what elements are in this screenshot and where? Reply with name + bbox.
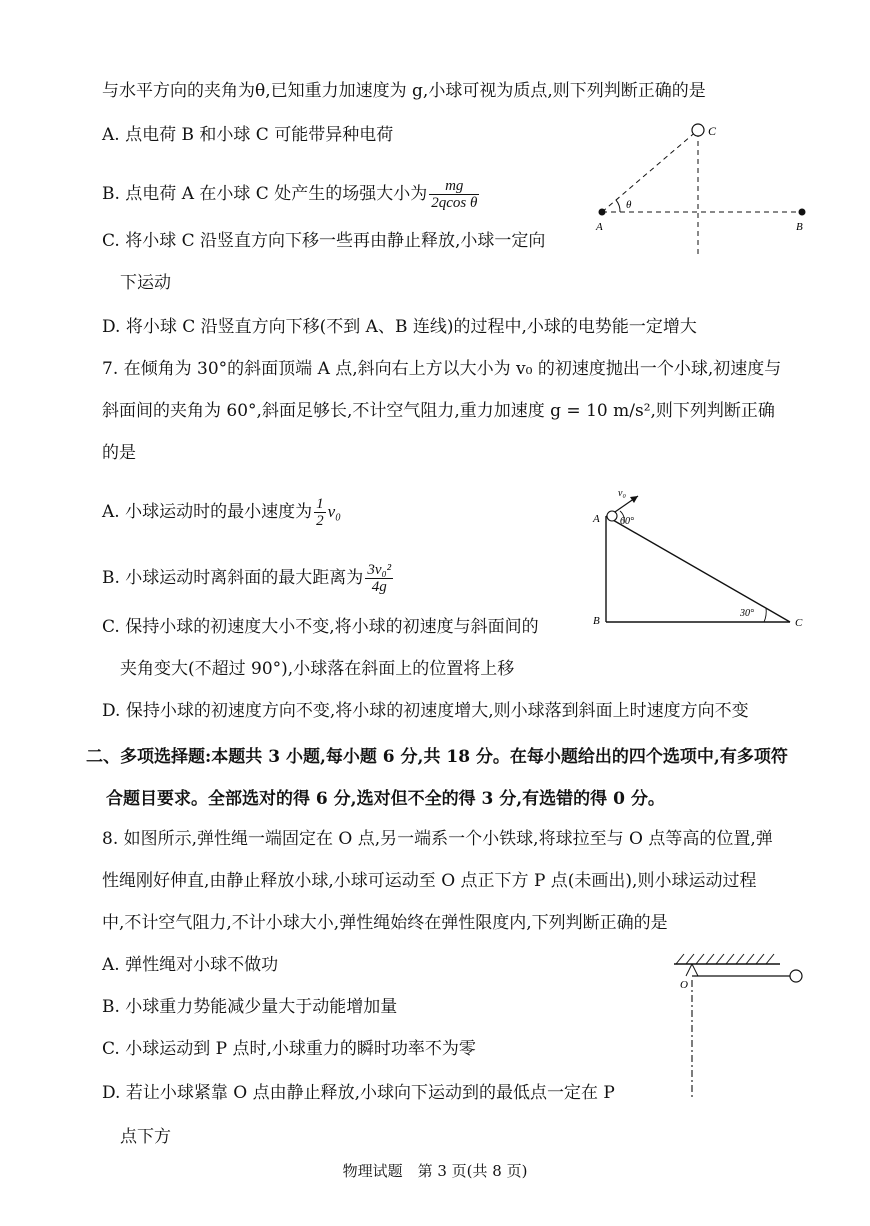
q6-label-b: B (796, 221, 803, 233)
q7-label-60: 60° (620, 516, 634, 527)
q7-option-c-line1: C. 保持小球的初速度大小不变,将小球的初速度与斜面间的 (102, 617, 539, 637)
q8-figure (670, 950, 820, 1100)
q7-option-a-fraction (314, 496, 326, 529)
q7-option-d: D. 保持小球的初速度方向不变,将小球的初速度增大,则小球落到斜面上时速度方向不变 (102, 701, 749, 721)
q6-option-c-line1: C. 将小球 C 沿竖直方向下移一些再由静止释放,小球一定向 (102, 231, 546, 251)
page-footer: 物理试题 第 3 页(共 8 页) (342, 1162, 528, 1180)
section2-header-line1: 二、多项选择题:本题共 3 小题,每小题 6 分,共 18 分。在每小题给出的四个选项中,有多项符 (86, 747, 788, 767)
q6-option-b-numerator: mg (429, 178, 479, 195)
q6-option-a: A. 点电荷 B 和小球 C 可能带异种电荷 (102, 125, 394, 145)
q8-label-o: O (680, 979, 688, 991)
q6-option-b-denominator: 2qcos θ (431, 195, 478, 211)
q8-option-c: C. 小球运动到 P 点时,小球重力的瞬时功率不为零 (102, 1039, 476, 1059)
q6-ball-c (692, 124, 704, 136)
q7-option-a-suffix: v₀ (327, 502, 342, 521)
q7-label-a: A (593, 513, 600, 525)
q8-option-a: A. 弹性绳对小球不做功 (102, 955, 279, 975)
q7-option-b-denominator: 4g (371, 579, 387, 595)
q7-label-30: 30° (740, 608, 754, 619)
q7-figure (590, 486, 810, 636)
q6-label-theta: θ (626, 199, 632, 211)
q7-label-v0: v₀ (618, 488, 626, 499)
q7-option-a-numerator: 1 (316, 496, 324, 512)
q7-label-c: C (795, 617, 803, 629)
q7-option-b-fraction (365, 562, 393, 595)
q7-stem-line1: 7. 在倾角为 30°的斜面顶端 A 点,斜向右上方以大小为 v₀ 的初速度抛出一个小球,初速度与 (102, 359, 782, 379)
q8-option-d-line2: 点下方 (120, 1127, 171, 1147)
q7-stem-line2: 斜面间的夹角为 60°,斜面足够长,不计空气阻力,重力加速度 g = 10 m/s²,则下列判断正确 (102, 401, 775, 421)
q6-label-a: A (596, 221, 603, 233)
q7-ball (607, 511, 617, 521)
q7-label-b: B (593, 615, 600, 627)
q6-figure (590, 120, 820, 260)
q8-stem-line2: 性绳刚好伸直,由静止释放小球,小球可运动至 O 点正下方 P 点(未画出),则小球运动过程 (102, 871, 757, 891)
q7-option-a (102, 496, 341, 529)
q6-option-c-line2: 下运动 (120, 273, 171, 293)
q6-option-b-text: B. 点电荷 A 在小球 C 处产生的场强大小为 (102, 184, 428, 204)
q6-option-b (102, 178, 481, 211)
q8-stem-line3: 中,不计空气阻力,不计小球大小,弹性绳始终在弹性限度内,下列判断正确的是 (102, 913, 668, 933)
q6-option-d: D. 将小球 C 沿竖直方向下移(不到 A、B 连线)的过程中,小球的电势能一定增大 (102, 317, 697, 337)
q8-iron-ball (790, 970, 802, 982)
q7-option-a-denominator: 2 (316, 513, 324, 529)
q8-option-d-line1: D. 若让小球紧靠 O 点由静止释放,小球向下运动到的最低点一定在 P (102, 1083, 615, 1103)
q6-option-b-fraction (429, 178, 479, 211)
q6-charge-b-dot (799, 209, 806, 216)
q6-label-c: C (708, 124, 717, 138)
q7-stem-line3: 的是 (102, 443, 136, 463)
q7-option-b (102, 562, 395, 595)
q7-option-b-numerator: 3v₀² (367, 562, 392, 578)
q8-stem-line1: 8. 如图所示,弹性绳一端固定在 O 点,另一端系一个小铁球,将球拉至与 O 点等高的位置,弹 (102, 829, 773, 849)
q7-option-c-line2: 夹角变大(不超过 90°),小球落在斜面上的位置将上移 (120, 659, 515, 679)
q6-charge-a-dot (599, 209, 606, 216)
q6-stem-continuation: 与水平方向的夹角为θ,已知重力加速度为 g,小球可视为质点,则下列判断正确的是 (102, 81, 706, 101)
q8-option-b: B. 小球重力势能减少量大于动能增加量 (102, 997, 398, 1017)
section2-header-line2: 合题目要求。全部选对的得 6 分,选对但不全的得 3 分,有选错的得 0 分。 (106, 789, 665, 809)
q7-option-b-text: B. 小球运动时离斜面的最大距离为 (102, 568, 364, 588)
q7-option-a-text: A. 小球运动时的最小速度为 (102, 502, 313, 522)
q8-ceiling-hatch (676, 954, 774, 964)
